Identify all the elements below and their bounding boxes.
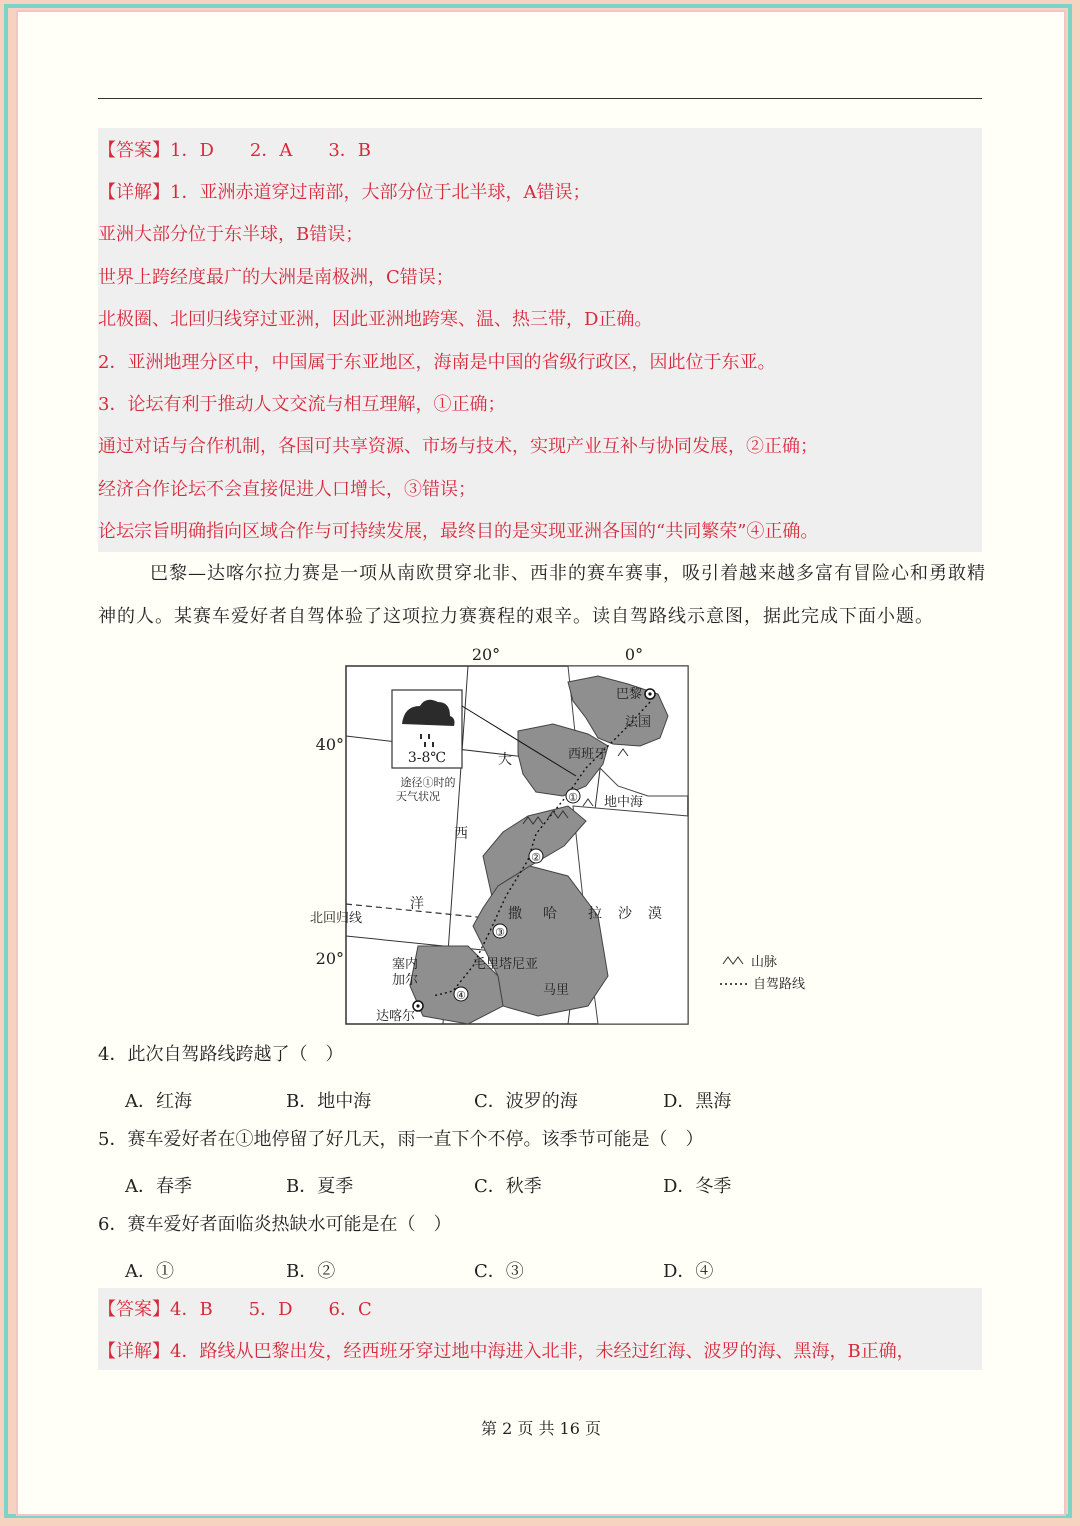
- q5-option-c: C．秋季: [474, 1176, 542, 1197]
- marker-2: [529, 849, 543, 864]
- q6-option-a: A．①: [125, 1261, 174, 1282]
- intro-line-2: 神的人。某赛车爱好者自驾体验了这项拉力赛赛程的艰辛。读自驾路线示意图，据此完成下面小题。: [98, 606, 934, 627]
- sahara-char: 哈: [543, 906, 557, 922]
- legend-mountain-icon: [723, 957, 743, 964]
- q4-option-d: D．黑海: [663, 1091, 732, 1112]
- legend-mountain: 山脉: [751, 955, 778, 970]
- label-dakar: 达喀尔: [376, 1009, 416, 1024]
- legend-route: 自驾路线: [753, 977, 806, 992]
- sahara-char: 沙: [618, 906, 632, 922]
- marker-3: [493, 924, 507, 939]
- q4-option-b: B．地中海: [286, 1091, 372, 1112]
- answer-line-2: 【答案】4．B 5．D 6．C: [98, 1299, 372, 1320]
- lat-label-20: 20°: [315, 949, 344, 968]
- page-footer: 第 2 页 共 16 页: [481, 1419, 601, 1438]
- question-5: 5．赛车爱好者在①地停留了好几天，雨一直下个不停。该季节可能是（ ）: [98, 1129, 704, 1150]
- svg-text:②: ②: [531, 851, 541, 864]
- detail-line: 3．论坛有利于推动人文交流与相互理解，①正确；: [98, 394, 506, 415]
- label-senegal-2: 加尔: [392, 973, 419, 988]
- q4-option-a: A．红海: [125, 1091, 192, 1112]
- document-page: [18, 12, 1064, 1514]
- lat-label-40: 40°: [315, 735, 344, 754]
- marker-4: [454, 987, 468, 1002]
- ocean-char-2: 西: [454, 826, 468, 842]
- detail-line: 【详解】1．亚洲赤道穿过南部，大部分位于北半球，A错误；: [98, 182, 591, 203]
- answer-line-1: 【答案】1．D 2．A 3．B: [98, 140, 372, 161]
- tropic-label: 北回归线: [309, 911, 362, 926]
- detail-line: 论坛宗旨明确指向区域合作与可持续发展，最终目的是实现亚洲各国的“共同繁荣”④正确。: [98, 521, 819, 542]
- detail-line: 亚洲大部分位于东半球，B错误；: [98, 224, 364, 245]
- sahara-char: 拉: [588, 906, 602, 922]
- label-med: 地中海: [604, 795, 644, 810]
- sahara-char: 撒: [508, 906, 522, 922]
- detail-line: 经济合作论坛不会直接促进人口增长，③错误；: [98, 479, 476, 500]
- label-senegal-1: 塞内: [392, 957, 419, 972]
- q5-option-d: D．冬季: [663, 1176, 732, 1197]
- weather-caption-1: 途径①时的: [400, 776, 456, 789]
- detail-line: 2．亚洲地理分区中，中国属于东亚地区，海南是中国的省级行政区，因此位于东亚。: [98, 352, 776, 373]
- question-6: 6．赛车爱好者面临炎热缺水可能是在（ ）: [98, 1214, 452, 1235]
- intro-line-1: 巴黎—达喀尔拉力赛是一项从南欧贯穿北非、西非的赛车赛事，吸引着越来越多富有冒险心和勇敢精: [150, 563, 986, 584]
- q6-option-d: D．④: [663, 1261, 714, 1282]
- detail-line-2: 【详解】4．路线从巴黎出发，经西班牙穿过地中海进入北非，未经过红海、波罗的海、黑海，B正确，: [98, 1341, 915, 1362]
- label-spain: 西班牙: [568, 747, 608, 762]
- question-4: 4．此次自驾路线跨越了（ ）: [98, 1044, 344, 1065]
- lon-label-0: 0°: [624, 646, 644, 664]
- svg-text:①: ①: [568, 791, 578, 804]
- weather-caption-2: 天气状况: [396, 790, 440, 803]
- ocean-char-1: 大: [498, 752, 512, 768]
- weather-temp: 3-8℃: [407, 750, 447, 766]
- route-map-svg: [268, 646, 828, 1036]
- label-mauritania: 毛里塔尼亚: [473, 957, 539, 972]
- header-rule: [98, 98, 982, 99]
- detail-line: 北极圈、北回归线穿过亚洲，因此亚洲地跨寒、温、热三带，D正确。: [98, 309, 653, 330]
- q4-option-c: C．波罗的海: [474, 1091, 578, 1112]
- detail-line: 通过对话与合作机制，各国可共享资源、市场与技术，实现产业互补与协同发展，②正确；: [98, 436, 818, 457]
- q6-option-b: B．②: [286, 1261, 336, 1282]
- svg-text:④: ④: [456, 989, 466, 1002]
- q5-option-a: A．春季: [125, 1176, 192, 1197]
- lon-label-20: 20°: [471, 646, 501, 664]
- svg-text:③: ③: [495, 926, 505, 939]
- label-france: 法国: [625, 715, 652, 730]
- route-map: [268, 646, 828, 1036]
- q6-option-c: C．③: [474, 1261, 524, 1282]
- marker-1: [566, 789, 580, 804]
- detail-line: 世界上跨经度最广的大洲是南极洲，C错误；: [98, 267, 454, 288]
- label-paris: 巴黎: [616, 687, 643, 702]
- ocean-char-3: 洋: [410, 896, 424, 912]
- label-mali: 马里: [543, 983, 570, 998]
- q5-option-b: B．夏季: [286, 1176, 354, 1197]
- sahara-char: 漠: [648, 906, 662, 922]
